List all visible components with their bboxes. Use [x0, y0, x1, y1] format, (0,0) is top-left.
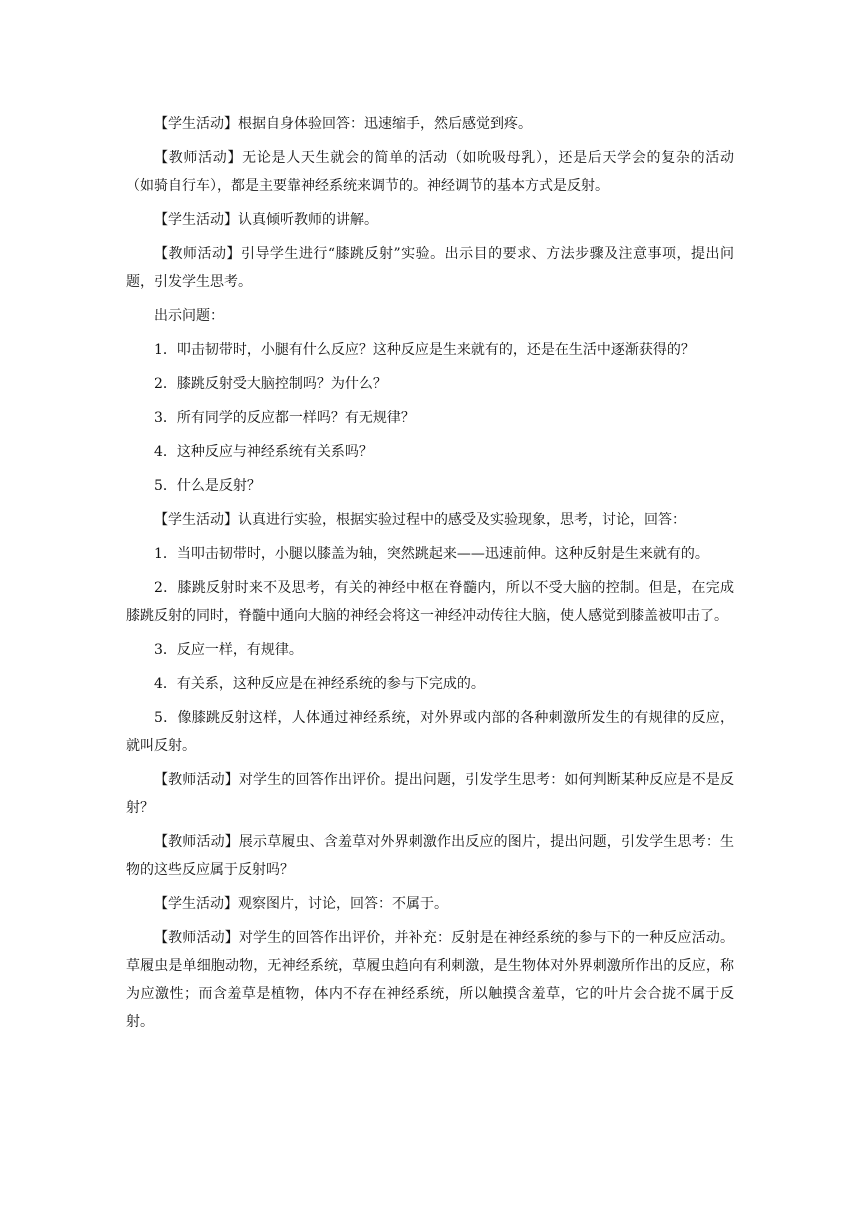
paragraph-teacher-activity-1: 【教师活动】无论是人天生就会的简单的活动（如吮吸母乳），还是后天学会的复杂的活动（如骑自行车），都是主要靠神经系统来调节的。神经调节的基本方式是反射。: [126, 150, 734, 194]
answer-item-3: 3．反应一样，有规律。: [154, 642, 303, 658]
paragraph-student-activity-3: 【学生活动】认真进行实验，根据实验过程中的感受及实验现象，思考，讨论，回答：: [154, 512, 686, 528]
paragraph-teacher-activity-4: 【教师活动】展示草履虫、含羞草对外界刺激作出反应的图片，提出问题，引发学生思考：生物的这些反应属于反射吗？: [126, 834, 734, 878]
paragraph-student-activity-2: 【学生活动】认真倾听教师的讲解。: [154, 212, 378, 228]
answer-item-5: 5．像膝跳反射这样，人体通过神经系统，对外界或内部的各种刺激所发生的有规律的反应，就叫反射。: [126, 710, 734, 754]
question-item-4: 4．这种反应与神经系统有关系吗？: [154, 444, 373, 460]
paragraph-teacher-activity-3: 【教师活动】对学生的回答作出评价。提出问题，引发学生思考：如何判断某种反应是不是反射？: [126, 772, 734, 816]
answer-item-2: 2．膝跳反射时来不及思考，有关的神经中枢在脊髓内，所以不受大脑的控制。但是，在完成膝跳反射的同时，脊髓中通向大脑的神经会将这一神经冲动传往大脑，使人感觉到膝盖被叩击了。: [126, 580, 734, 624]
paragraph-questions-heading: 出示问题：: [154, 308, 224, 324]
answer-item-1: 1．当叩击韧带时，小腿以膝盖为轴，突然跳起来——迅速前伸。这种反射是生来就有的。: [154, 546, 709, 562]
paragraph-teacher-activity-2: 【教师活动】引导学生进行“膝跳反射”实验。出示目的要求、方法步骤及注意事项，提出问题，引发学生思考。: [126, 246, 734, 290]
question-item-3: 3．所有同学的反应都一样吗？有无规律？: [154, 410, 415, 426]
answer-item-4: 4．有关系，这种反应是在神经系统的参与下完成的。: [154, 676, 485, 692]
paragraph-student-activity-1: 【学生活动】根据自身体验回答：迅速缩手，然后感觉到疼。: [154, 116, 532, 132]
paragraph-student-activity-4: 【学生活动】观察图片，讨论，回答：不属于。: [154, 896, 448, 912]
question-item-5: 5．什么是反射？: [154, 478, 261, 494]
question-item-1: 1．叩击韧带时，小腿有什么反应？这种反应是生来就有的，还是在生活中逐渐获得的？: [154, 342, 695, 358]
paragraph-teacher-activity-5: 【教师活动】对学生的回答作出评价，并补充：反射是在神经系统的参与下的一种反应活动。草履虫是单细胞动物，无神经系统，草履虫趋向有利刺激，是生物体对外界刺激所作出的反应，称为应激性；而含羞草是植物，体内不存在神经系统，所以触摸含羞草，它的叶片会合拢不属于反射。: [126, 930, 734, 1030]
question-item-2: 2．膝跳反射受大脑控制吗？为什么？: [154, 376, 387, 392]
